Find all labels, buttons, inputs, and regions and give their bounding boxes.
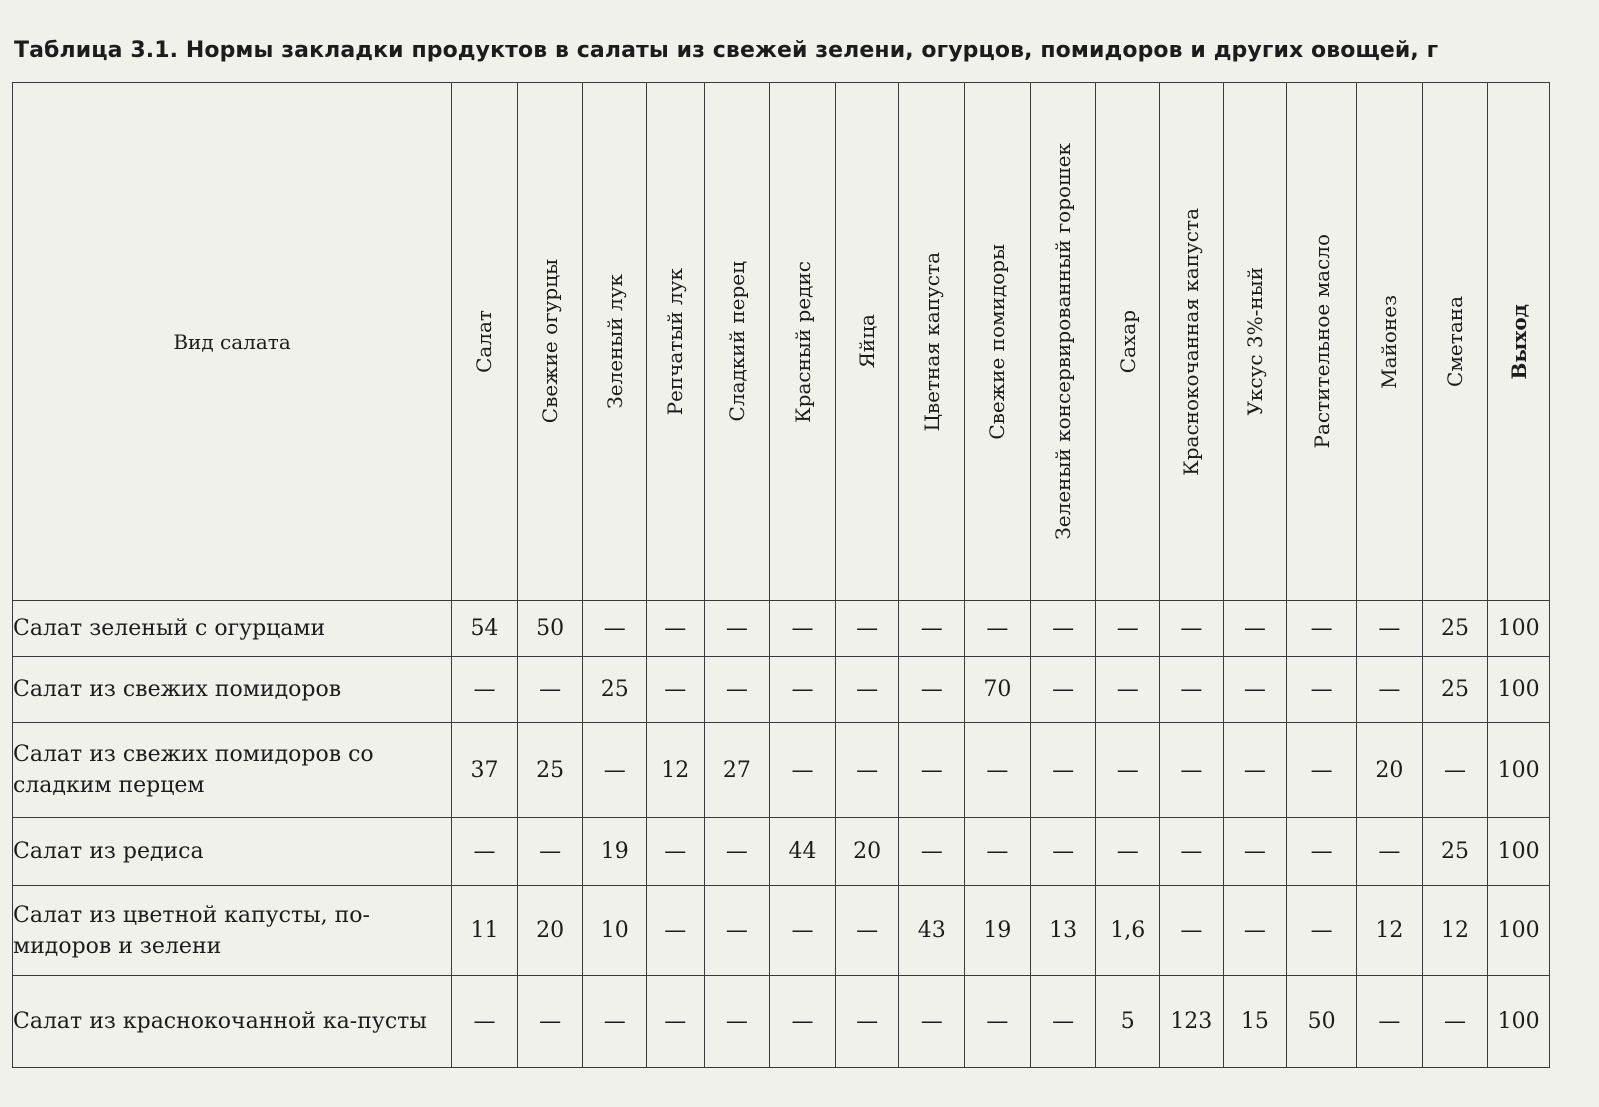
value-cell: — — [1160, 601, 1224, 657]
value-cell: — — [835, 976, 899, 1068]
column-header — [835, 83, 899, 601]
value-cell: — — [835, 601, 899, 657]
column-header — [647, 83, 704, 601]
value-cell: 25 — [517, 723, 583, 818]
value-cell: — — [835, 723, 899, 818]
value-cell: — — [647, 976, 704, 1068]
column-header-label: Краснокочанная капуста — [1179, 207, 1204, 476]
value-cell: — — [1160, 886, 1224, 976]
salad-name: Салат из краснокочанной ка-пусты — [13, 976, 452, 1068]
value-cell: — — [1160, 657, 1224, 723]
column-header-label: Цветная капуста — [919, 251, 944, 432]
value-cell: 100 — [1488, 657, 1550, 723]
value-cell: — — [1357, 601, 1423, 657]
value-cell: — — [1287, 601, 1357, 657]
value-cell: — — [770, 886, 836, 976]
value-cell: 19 — [583, 818, 647, 886]
value-cell: 15 — [1223, 976, 1287, 1068]
value-cell: — — [1422, 723, 1488, 818]
value-cell: — — [770, 601, 836, 657]
value-cell: — — [965, 976, 1031, 1068]
value-cell: — — [452, 657, 518, 723]
value-cell: — — [899, 723, 965, 818]
column-header — [1357, 83, 1423, 601]
value-cell: — — [1223, 601, 1287, 657]
value-cell: — — [835, 886, 899, 976]
value-cell: — — [1422, 976, 1488, 1068]
value-cell: — — [1096, 601, 1160, 657]
value-cell: — — [1287, 886, 1357, 976]
value-cell: 100 — [1488, 723, 1550, 818]
value-cell: — — [770, 976, 836, 1068]
value-cell: — — [965, 723, 1031, 818]
column-header — [1223, 83, 1287, 601]
salad-type-header: Вид салата — [13, 83, 452, 601]
value-cell: — — [1030, 601, 1096, 657]
column-header-label: Репчатый лук — [663, 267, 688, 416]
column-header — [452, 83, 518, 601]
value-cell: 37 — [452, 723, 518, 818]
table-row — [13, 657, 1550, 723]
value-cell: — — [1030, 818, 1096, 886]
column-header — [965, 83, 1031, 601]
value-cell: — — [1287, 818, 1357, 886]
value-cell: — — [1160, 818, 1224, 886]
table-row — [13, 723, 1550, 818]
column-header-label: Красный редис — [790, 260, 815, 423]
value-cell: — — [770, 723, 836, 818]
column-header — [583, 83, 647, 601]
value-cell: 20 — [835, 818, 899, 886]
table-row — [13, 886, 1550, 976]
value-cell: — — [704, 657, 770, 723]
column-header — [517, 83, 583, 601]
value-cell: 100 — [1488, 818, 1550, 886]
salad-name: Салат из свежих помидоров — [13, 657, 452, 723]
column-header — [1030, 83, 1096, 601]
table-row — [13, 976, 1550, 1068]
value-cell: — — [1096, 723, 1160, 818]
value-cell: — — [1223, 886, 1287, 976]
value-cell: 100 — [1488, 976, 1550, 1068]
column-header-label: Салат — [472, 310, 497, 373]
salad-name: Салат из цветной капусты, по-мидоров и зелени — [13, 886, 452, 976]
column-header-label: Выход — [1506, 303, 1531, 380]
value-cell: — — [1030, 657, 1096, 723]
value-cell: — — [1030, 976, 1096, 1068]
value-cell: — — [452, 976, 518, 1068]
salad-name: Салат из свежих помидоров со сладким перцем — [13, 723, 452, 818]
norms-table — [12, 82, 1550, 1068]
value-cell: 54 — [452, 601, 518, 657]
value-cell: — — [647, 657, 704, 723]
value-cell: 44 — [770, 818, 836, 886]
value-cell: 11 — [452, 886, 518, 976]
column-header-label: Яйца — [855, 314, 880, 369]
value-cell: 43 — [899, 886, 965, 976]
page-title: Таблица 3.1. Нормы закладки продуктов в салаты из свежей зелени, огурцов, помидоров и других овощей, г — [14, 38, 1439, 63]
column-header — [1488, 83, 1550, 601]
value-cell: 5 — [1096, 976, 1160, 1068]
value-cell: — — [1030, 723, 1096, 818]
value-cell: — — [517, 818, 583, 886]
value-cell: — — [517, 976, 583, 1068]
value-cell: — — [965, 818, 1031, 886]
table-row — [13, 601, 1550, 657]
column-header — [1096, 83, 1160, 601]
value-cell: — — [1287, 657, 1357, 723]
column-header — [1287, 83, 1357, 601]
value-cell: — — [647, 818, 704, 886]
value-cell: — — [704, 976, 770, 1068]
value-cell: — — [1223, 657, 1287, 723]
value-cell: 100 — [1488, 601, 1550, 657]
value-cell: 1,6 — [1096, 886, 1160, 976]
value-cell: 50 — [1287, 976, 1357, 1068]
column-header — [1422, 83, 1488, 601]
value-cell: 123 — [1160, 976, 1224, 1068]
column-header — [704, 83, 770, 601]
value-cell: — — [1096, 657, 1160, 723]
value-cell: — — [1223, 723, 1287, 818]
table-row — [13, 818, 1550, 886]
value-cell: 13 — [1030, 886, 1096, 976]
column-header — [770, 83, 836, 601]
value-cell: — — [1223, 818, 1287, 886]
value-cell: — — [1160, 723, 1224, 818]
value-cell: 12 — [1357, 886, 1423, 976]
value-cell: — — [965, 601, 1031, 657]
value-cell: — — [647, 886, 704, 976]
value-cell: — — [1096, 818, 1160, 886]
value-cell: — — [452, 818, 518, 886]
value-cell: — — [1357, 657, 1423, 723]
value-cell: — — [704, 818, 770, 886]
column-header — [899, 83, 965, 601]
column-header-label: Растительное масло — [1309, 234, 1334, 449]
salad-name: Салат зеленый с огурцами — [13, 601, 452, 657]
value-cell: — — [704, 601, 770, 657]
column-header-label: Сметана — [1442, 296, 1467, 387]
value-cell: — — [770, 657, 836, 723]
value-cell: — — [835, 657, 899, 723]
value-cell: — — [1357, 818, 1423, 886]
value-cell: — — [704, 886, 770, 976]
salad-name: Салат из редиса — [13, 818, 452, 886]
value-cell: 12 — [1422, 886, 1488, 976]
value-cell: 50 — [517, 601, 583, 657]
value-cell: — — [583, 723, 647, 818]
value-cell: — — [583, 976, 647, 1068]
column-header-label: Сахар — [1115, 309, 1140, 374]
value-cell: 12 — [647, 723, 704, 818]
value-cell: 25 — [583, 657, 647, 723]
value-cell: 100 — [1488, 886, 1550, 976]
column-header-label: Зеленый консервированный горошек — [1051, 143, 1076, 540]
column-header-label: Уксус 3%-ный — [1242, 267, 1267, 416]
value-cell: — — [1357, 976, 1423, 1068]
value-cell: 19 — [965, 886, 1031, 976]
column-header-label: Свежие помидоры — [985, 243, 1010, 440]
header-row — [13, 83, 1550, 601]
value-cell: — — [899, 976, 965, 1068]
column-header-label: Сладкий перец — [724, 261, 749, 422]
value-cell: 10 — [583, 886, 647, 976]
table-body — [13, 601, 1550, 1068]
value-cell: — — [647, 601, 704, 657]
column-header-label: Майонез — [1377, 294, 1402, 389]
value-cell: — — [899, 818, 965, 886]
value-cell: — — [517, 657, 583, 723]
value-cell: 25 — [1422, 657, 1488, 723]
value-cell: 20 — [517, 886, 583, 976]
value-cell: — — [583, 601, 647, 657]
column-header-label: Свежие огурцы — [538, 259, 563, 424]
value-cell: 70 — [965, 657, 1031, 723]
value-cell: — — [899, 657, 965, 723]
value-cell: 25 — [1422, 818, 1488, 886]
value-cell: — — [1287, 723, 1357, 818]
value-cell: 25 — [1422, 601, 1488, 657]
value-cell: 20 — [1357, 723, 1423, 818]
column-header-label: Зеленый лук — [602, 274, 627, 409]
column-header — [1160, 83, 1224, 601]
value-cell: — — [899, 601, 965, 657]
value-cell: 27 — [704, 723, 770, 818]
